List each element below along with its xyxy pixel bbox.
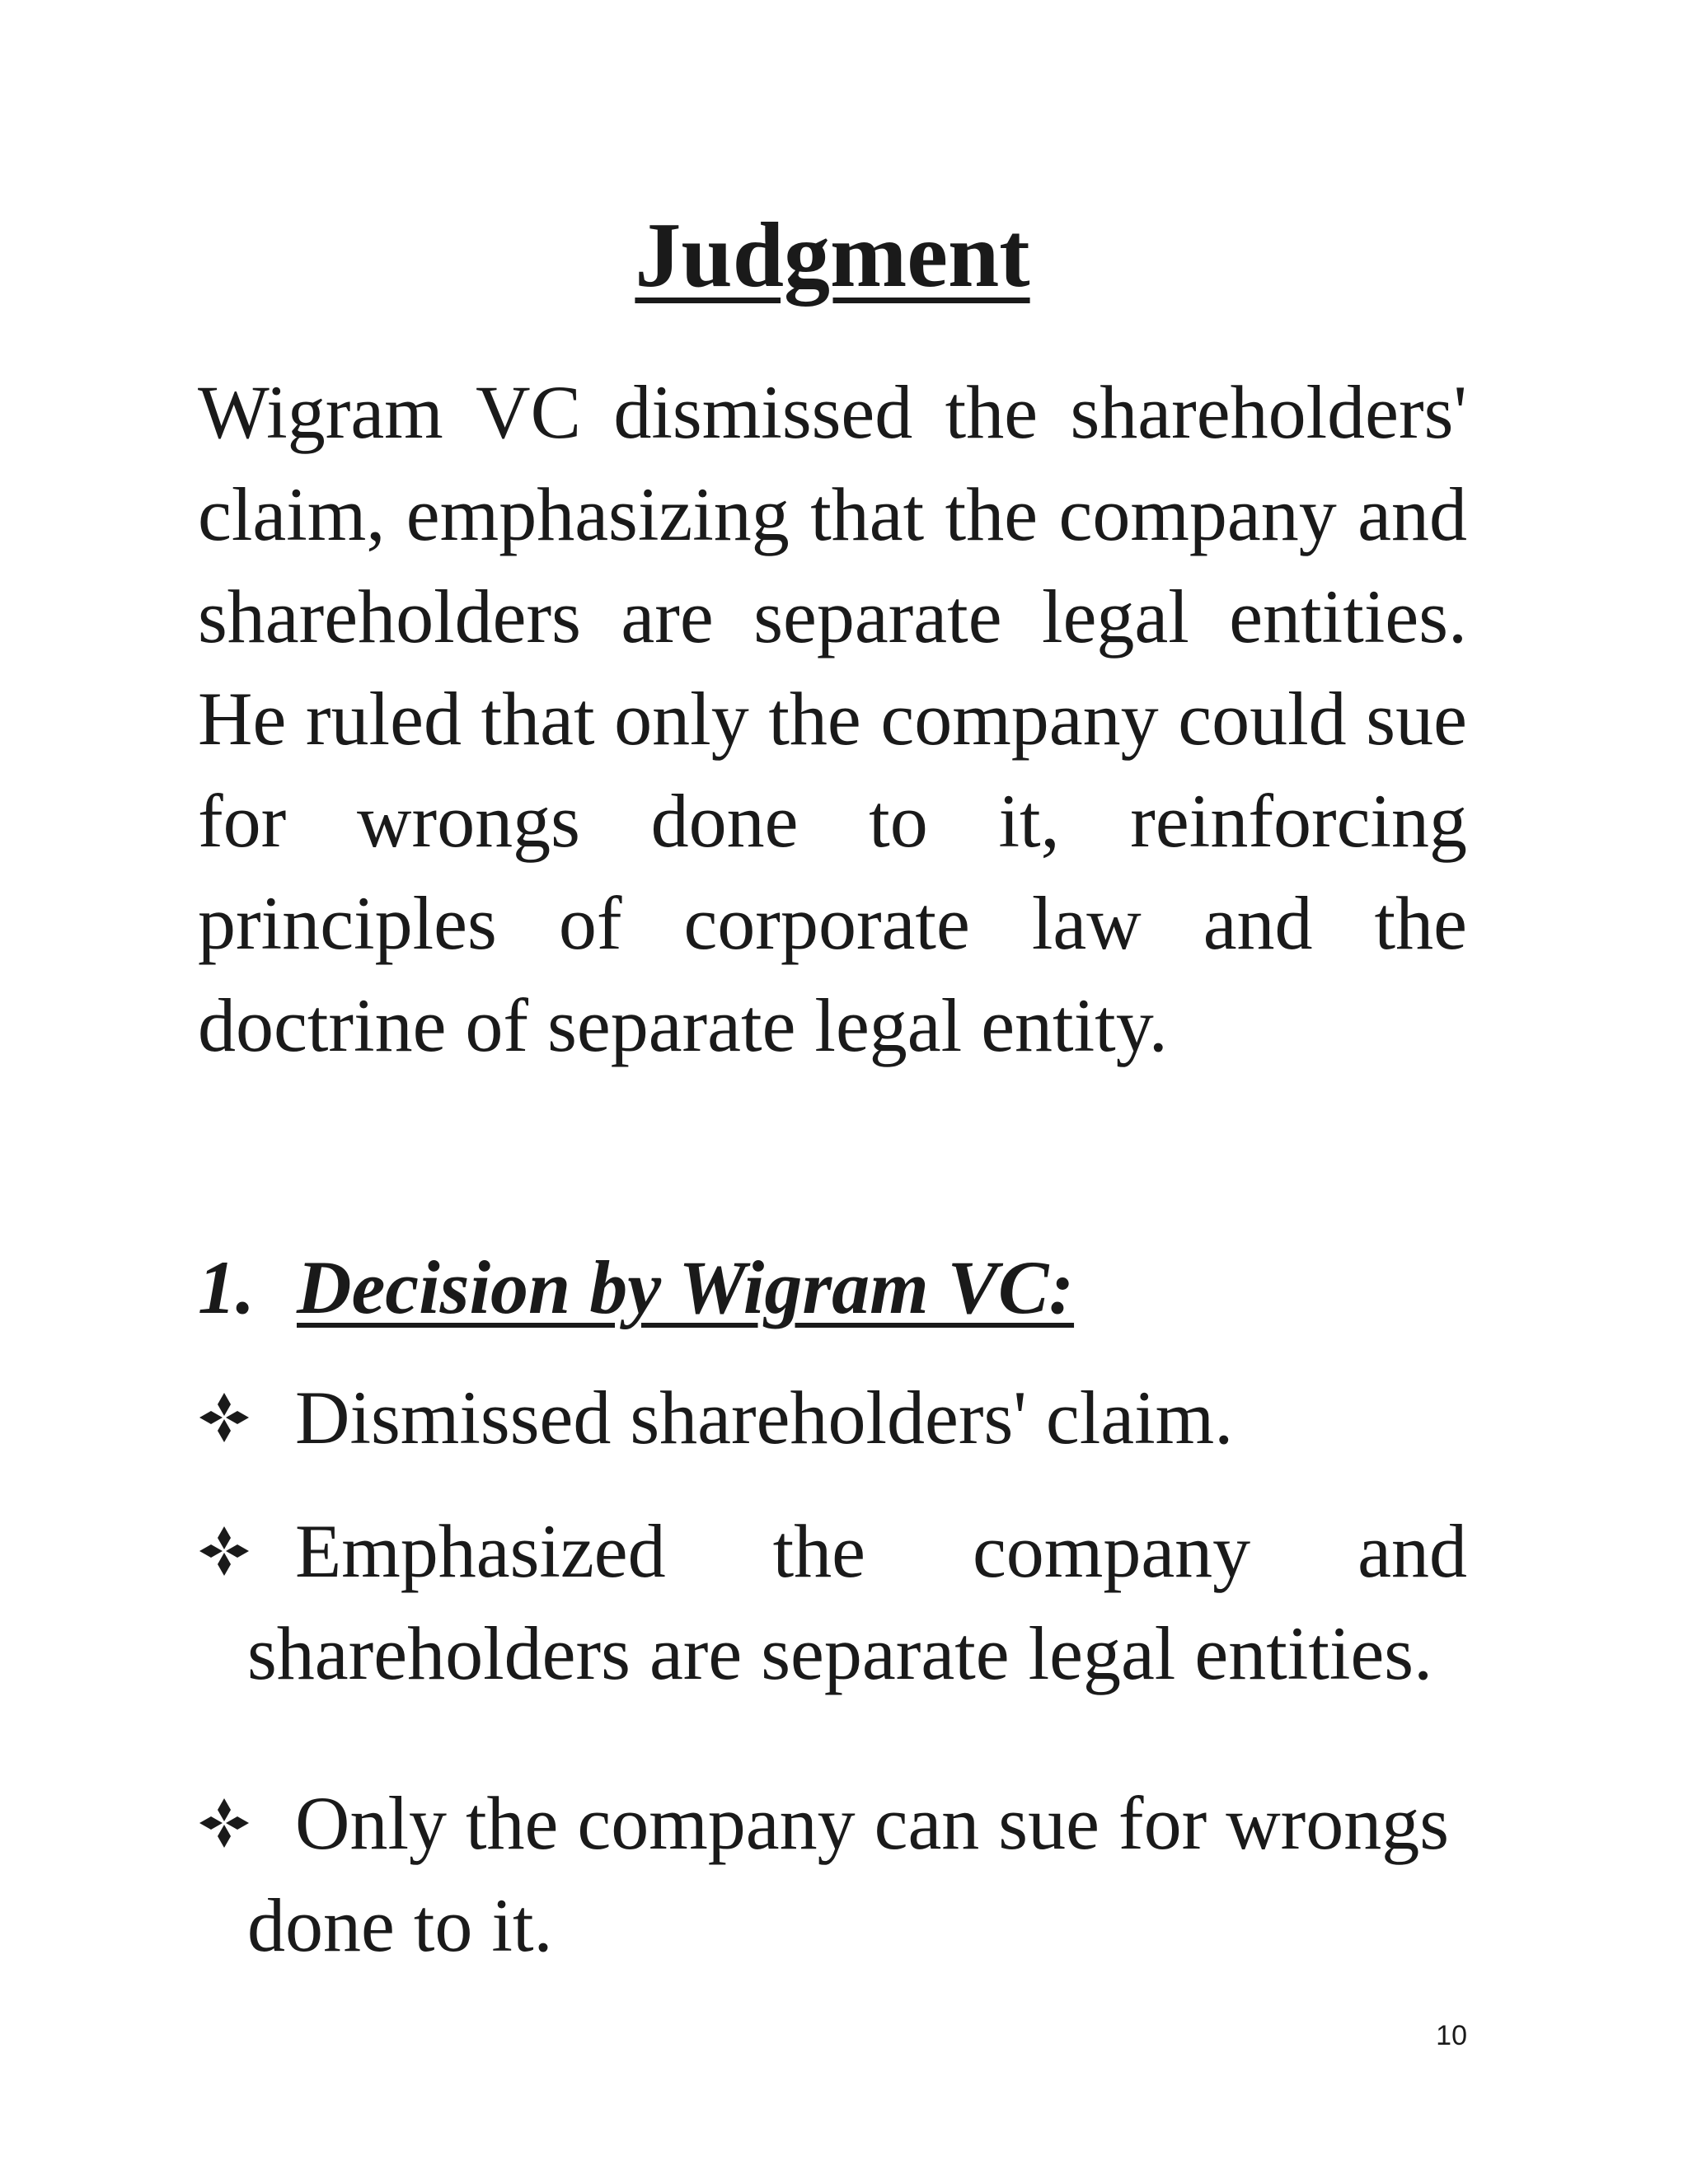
bullet-word: and — [1357, 1509, 1467, 1593]
paragraph-word: entities. — [1229, 574, 1467, 658]
page-number: 10 — [1436, 2020, 1467, 2051]
bullet-word: the — [772, 1509, 865, 1593]
paragraph-word: to — [869, 779, 928, 863]
four-diamond-bullet-icon — [198, 1797, 295, 1849]
paragraph-word: of — [558, 881, 622, 965]
paragraph-word: corporate — [683, 881, 970, 965]
paragraph-line — [198, 668, 1467, 770]
paragraph-word: company — [1058, 472, 1337, 556]
bullet-word: Emphasized — [295, 1509, 666, 1593]
paragraph-word: separate — [753, 574, 1002, 658]
paragraph-word: it, — [998, 779, 1060, 863]
paragraph-word: VC — [476, 370, 581, 454]
paragraph-word: wrongs — [357, 779, 580, 863]
paragraph-word: that — [810, 472, 925, 556]
paragraph-word: the — [945, 472, 1039, 556]
paragraph-line — [198, 565, 1467, 668]
paragraph-word: ruled — [305, 677, 462, 761]
page-title: Judgment — [635, 204, 1030, 307]
bullet-continuation: shareholders are separate legal entities. — [247, 1611, 1433, 1695]
paragraph-word: reinforcing — [1130, 779, 1467, 863]
paragraph-word: company — [880, 677, 1159, 761]
paragraph-word: and — [1357, 472, 1467, 556]
paragraph-word: He — [198, 677, 287, 761]
paragraph-word: the — [945, 370, 1039, 454]
paragraph-word: shareholders' — [1070, 370, 1467, 454]
paragraph-word: are — [621, 574, 714, 658]
paragraph-line: doctrine of separate legal entity. — [198, 983, 1168, 1067]
paragraph-word: law — [1031, 881, 1142, 965]
document-page — [198, 0, 1467, 2184]
paragraph-line — [198, 770, 1467, 872]
bullet-item — [198, 1500, 1467, 1704]
bullet-word: company — [972, 1509, 1251, 1593]
paragraph-word: only — [614, 677, 749, 761]
paragraph-word: legal — [1042, 574, 1189, 658]
paragraph-word: Wigram — [198, 370, 443, 454]
paragraph-word: for — [198, 779, 287, 863]
four-diamond-bullet-icon — [198, 1525, 295, 1577]
four-diamond-bullet-icon — [198, 1391, 295, 1444]
paragraph-line — [198, 361, 1467, 463]
bullet-text: Only the company can sue for wrongs — [295, 1781, 1450, 1865]
paragraph-word: the — [768, 677, 861, 761]
bullet-item — [198, 1772, 1467, 1976]
bullet-item — [198, 1366, 1467, 1469]
paragraph-word: shareholders — [198, 574, 581, 658]
section-number: 1. — [198, 1245, 255, 1329]
paragraph-word: that — [481, 677, 595, 761]
paragraph-line — [198, 463, 1467, 565]
paragraph-word: emphasizing — [406, 472, 790, 556]
paragraph-word: dismissed — [613, 370, 913, 454]
section-heading — [198, 1236, 1467, 1338]
paragraph-word: could — [1178, 677, 1347, 761]
section-title: Decision by Wigram VC: — [297, 1245, 1075, 1329]
paragraph-word: and — [1203, 881, 1313, 965]
bullet-text: Dismissed shareholders' claim. — [295, 1376, 1234, 1460]
paragraph-word: the — [1374, 881, 1467, 965]
judgment-paragraph — [198, 361, 1467, 1076]
bullet-continuation: done to it. — [247, 1883, 553, 1967]
paragraph-word: done — [650, 779, 799, 863]
paragraph-word: claim, — [198, 472, 386, 556]
paragraph-word: sue — [1366, 677, 1467, 761]
paragraph-word: principles — [198, 881, 497, 965]
paragraph-line — [198, 872, 1467, 974]
